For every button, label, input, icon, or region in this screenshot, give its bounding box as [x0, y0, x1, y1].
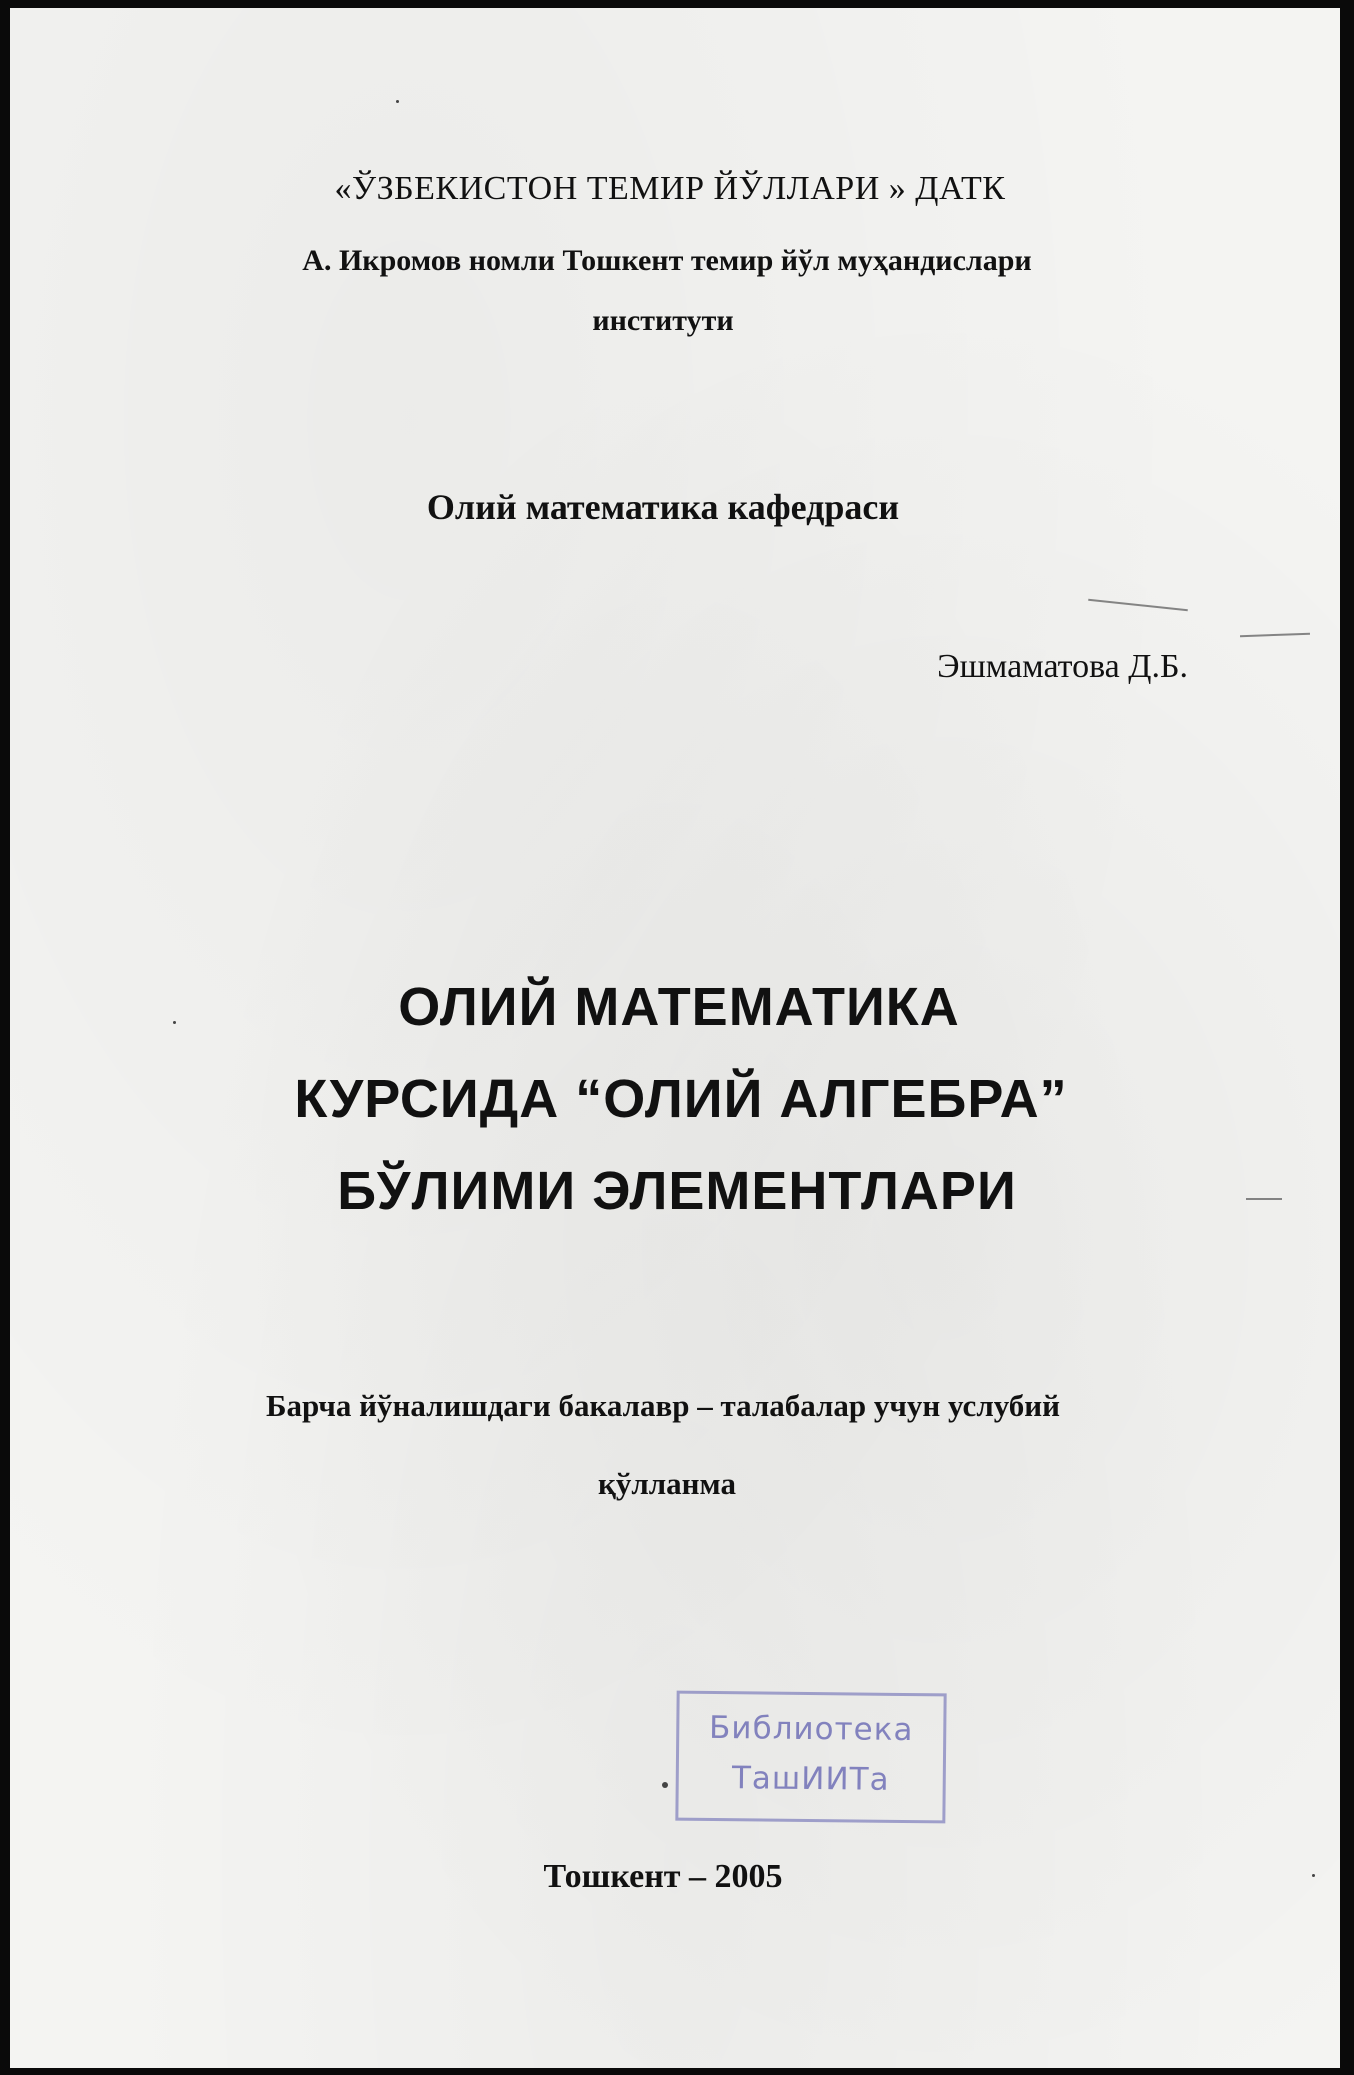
- scan-mark: [1240, 633, 1310, 637]
- purpose-line2: қўлланма: [598, 1466, 736, 1501]
- stamp-line1: Библиотека: [708, 1709, 914, 1749]
- title-line3: БЎЛИМИ ЭЛЕМЕНТЛАРИ: [337, 1161, 1017, 1221]
- institute-name-line2: институти: [592, 304, 734, 337]
- title-line1: ОЛИЙ МАТЕМАТИКА: [398, 977, 960, 1037]
- scan-speck: [396, 100, 399, 103]
- scan-mark: [1246, 1198, 1282, 1200]
- scan-speck: [173, 1021, 176, 1024]
- city-year: Тошкент – 2005: [543, 1858, 783, 1895]
- author-name: Эшмаматова Д.Б.: [937, 648, 1188, 685]
- ministry-heading: «ЎЗБЕКИСТОН ТЕМИР ЙЎЛЛАРИ » ДАТК: [334, 170, 1006, 207]
- purpose-line1: Барча йўналишдаги бакалавр – талабалар учун услубий: [265, 1388, 1061, 1423]
- scan-mark: [1088, 599, 1188, 611]
- stamp-line2: ТашИИТа: [731, 1760, 890, 1798]
- institute-name-line1: А. Икромов номли Тошкент темир йўл муҳандислари: [302, 244, 1032, 277]
- scan-speck: [1312, 1874, 1315, 1877]
- title-line2: КУРСИДА “ОЛИЙ АЛГЕБРА”: [294, 1069, 1068, 1129]
- library-stamp: [675, 1691, 946, 1824]
- department-name: Олий математика кафедраси: [426, 487, 900, 527]
- document-page: [10, 8, 1340, 2068]
- scan-speck: [662, 1782, 668, 1788]
